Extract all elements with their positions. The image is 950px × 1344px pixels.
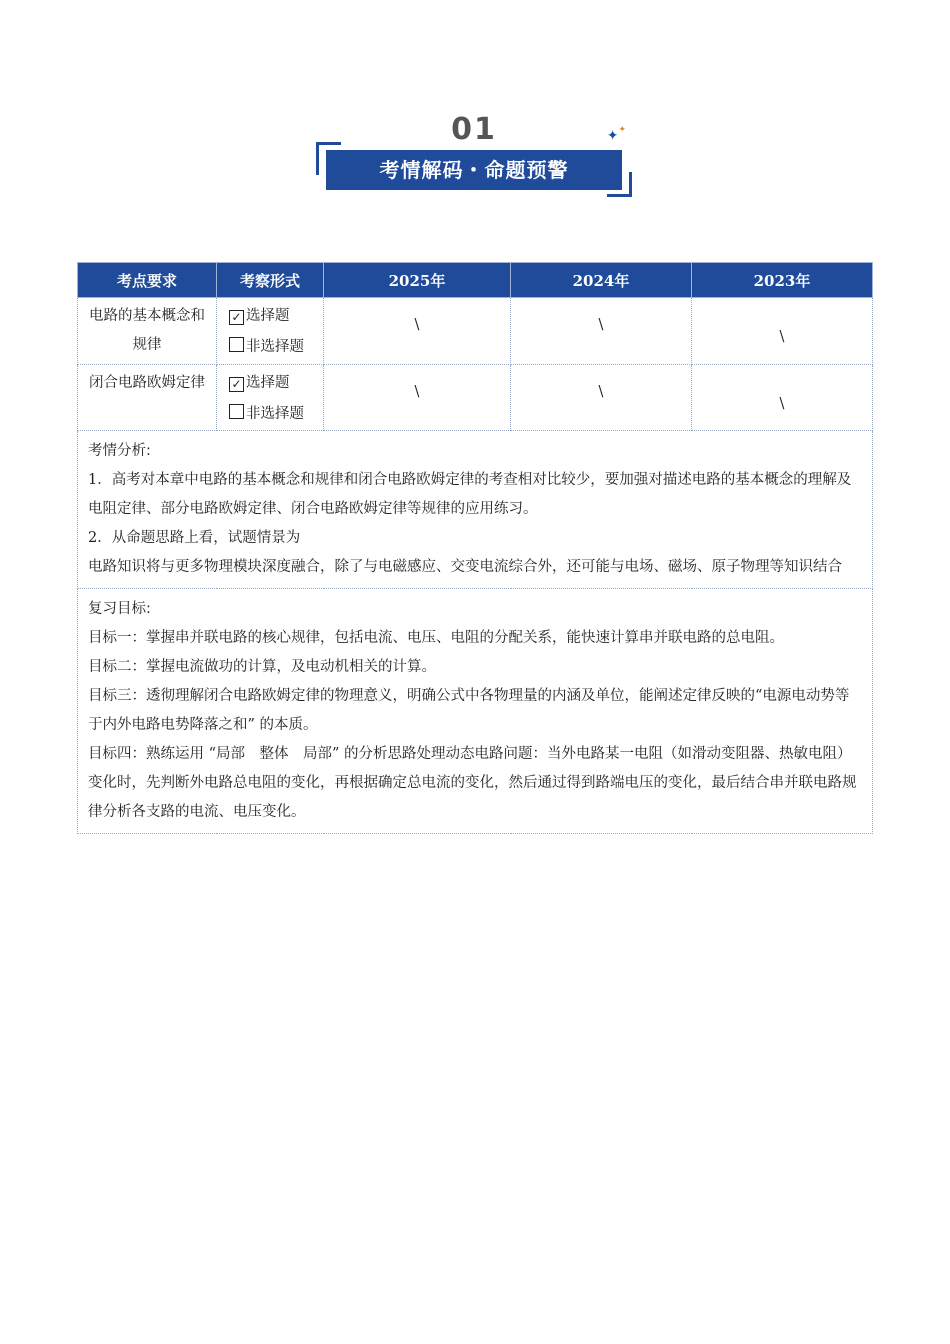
year-value: \ bbox=[414, 384, 420, 400]
section-header bbox=[316, 112, 632, 202]
unchecked-box-icon bbox=[229, 404, 244, 419]
checked-box-icon: ✓ bbox=[229, 377, 244, 392]
section-number: 01 bbox=[451, 112, 497, 147]
form-cell bbox=[217, 298, 324, 365]
topic-cell: 闭合电路欧姆定律 bbox=[78, 365, 217, 431]
goal-item: 目标一：掌握串并联电路的核心规律，包括电流、电压、电阻的分配关系，能快速计算串并联电路的总电阻。 bbox=[88, 630, 784, 646]
goals-section bbox=[78, 589, 873, 834]
goals-row bbox=[78, 589, 873, 834]
form-cell bbox=[217, 365, 324, 431]
header-2023: 2023年 bbox=[692, 263, 873, 298]
year-value: \ bbox=[598, 384, 604, 400]
section-banner: 考情解码・命题预警 bbox=[326, 150, 622, 190]
goal-item: 目标四：熟练运用 “局部 整体 局部” 的分析思路处理动态电路问题：当外电路某一电阻（如滑动变阻器、热敏电阻）变化时，先判断外电路总电阻的变化，再根据确定总电流的变化，然后通过得到路端电压的变化，最后结合串并联电路规律分析各支路的电流、电压变化。 bbox=[88, 746, 857, 820]
year-cell-2024 bbox=[511, 298, 692, 365]
analysis-item: 2．从命题思路上看，试题情景为 bbox=[88, 530, 301, 546]
year-cell-2025 bbox=[324, 298, 511, 365]
table-row bbox=[78, 365, 873, 431]
analysis-title: 考情分析: bbox=[88, 443, 151, 459]
table-row bbox=[78, 298, 873, 365]
goal-item: 目标三：透彻理解闭合电路欧姆定律的物理意义，明确公式中各物理量的内涵及单位，能阐述定律反映的“电源电动势等于内外电路电势降落之和” 的本质。 bbox=[88, 688, 850, 733]
goal-item: 目标二：掌握电流做功的计算，及电动机相关的计算。 bbox=[88, 659, 436, 675]
nonchoice-label: 非选择题 bbox=[246, 339, 304, 355]
goals-title: 复习目标: bbox=[88, 601, 151, 617]
year-value: \ bbox=[779, 329, 785, 345]
unchecked-box-icon bbox=[229, 337, 244, 352]
topic-cell: 电路的基本概念和规律 bbox=[78, 298, 217, 365]
analysis-section bbox=[78, 431, 873, 589]
sparkle-icon: ✦✦ bbox=[606, 125, 626, 144]
year-value: \ bbox=[779, 396, 785, 412]
year-value: \ bbox=[414, 317, 420, 333]
exam-analysis-table bbox=[77, 262, 873, 834]
analysis-item: 1．高考对本章中电路的基本概念和规律和闭合电路欧姆定律的考查相对比较少，要加强对描述电路的基本概念的理解及电阻定律、部分电路欧姆定律、闭合电路欧姆定律等规律的应用练习。 bbox=[88, 472, 852, 517]
choice-label: 选择题 bbox=[246, 308, 290, 324]
analysis-item: 电路知识将与更多物理模块深度融合，除了与电磁感应、交变电流综合外，还可能与电场、磁场、原子物理等知识结合 bbox=[88, 559, 842, 575]
header-2024: 2024年 bbox=[511, 263, 692, 298]
header-form: 考察形式 bbox=[217, 263, 324, 298]
year-cell-2025 bbox=[324, 365, 511, 431]
year-cell-2023 bbox=[692, 298, 873, 365]
year-value: \ bbox=[598, 317, 604, 333]
header-topic: 考点要求 bbox=[78, 263, 217, 298]
analysis-row bbox=[78, 431, 873, 589]
checked-box-icon: ✓ bbox=[229, 310, 244, 325]
year-cell-2023 bbox=[692, 365, 873, 431]
choice-label: 选择题 bbox=[246, 375, 290, 391]
header-2025: 2025年 bbox=[324, 263, 511, 298]
year-cell-2024 bbox=[511, 365, 692, 431]
table-header-row bbox=[78, 263, 873, 298]
nonchoice-label: 非选择题 bbox=[246, 406, 304, 422]
